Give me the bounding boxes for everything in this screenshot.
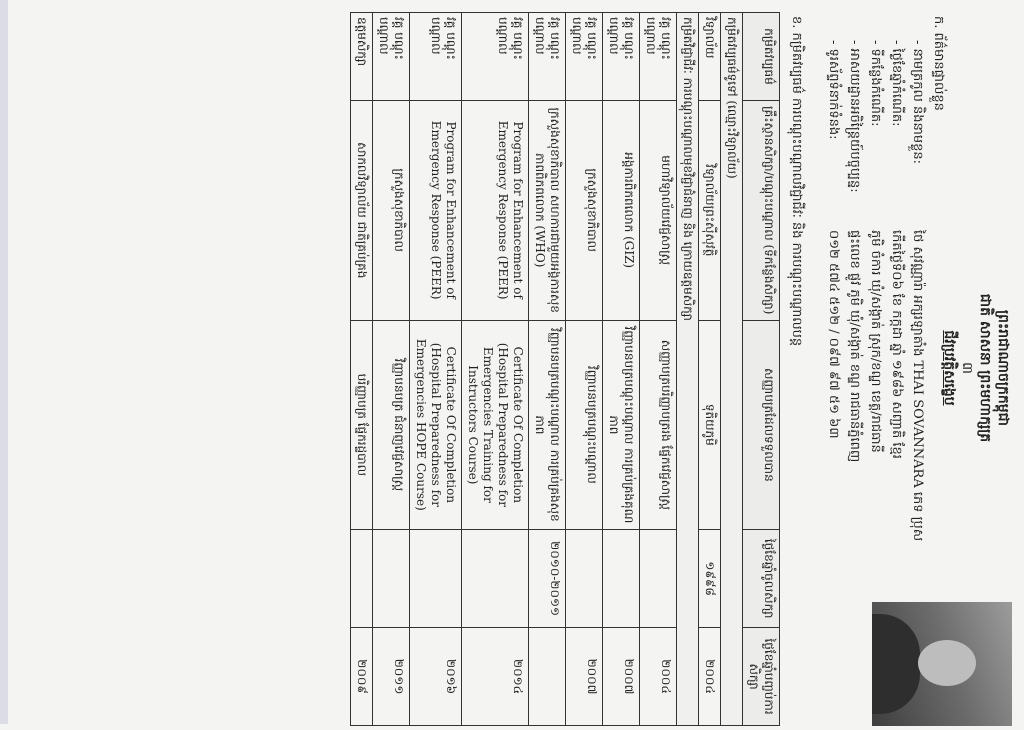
cell-end: ២០០៧ — [566, 628, 603, 726]
cell-start — [566, 530, 603, 628]
cell-degree: វិញ្ញាបនបត្របណ្តុះបណ្តាល ការគ្រប់គ្រងសុខភាព — [529, 320, 566, 530]
kingdom-line: ព្រះរាជាណាចក្រកម្ពុជា — [995, 309, 1011, 426]
cell-degree: សញ្ញាបត្របរិញ្ញាបត្ររង ផ្នែកវេជ្ជសាស្ត្រ — [640, 320, 677, 530]
cell-school: Program for Enhancement of Emergency Response (PEER) — [462, 100, 529, 320]
table-row — [462, 13, 529, 726]
table-row — [351, 13, 373, 726]
portrait-photo — [872, 602, 1012, 726]
header-ornament: ៣ — [959, 362, 975, 374]
cell-end: ២០១១ — [373, 628, 410, 726]
personal-info — [823, 40, 928, 541]
cell-start: ១៩៩៨ — [699, 530, 721, 628]
table-row — [410, 13, 462, 726]
section-a-title: ក. ព័ត៌មានផ្ទាល់ខ្លួន — [931, 16, 946, 111]
info-label: - អាសយដ្ឋានអចិន្ត្រៃយ៍បច្ចុប្បន្ន: — [847, 40, 862, 193]
col-header-degree: សញ្ញាបត្រដែលទទួលបាន — [743, 320, 780, 530]
document-page — [18, 6, 1018, 730]
cell-level: វគ្គ បណ្តុះបណ្តាល — [603, 13, 640, 101]
cell-end: ២០១៤ — [462, 628, 529, 726]
info-value: ផ្ទះលេខ ផ្លូវ ភូមិ ឃុំ/សង្កាត់ ខណ្ឌ រាជធានីភ្នំពេញ — [847, 230, 862, 463]
table-row — [603, 13, 640, 726]
cell-school: ក្រសួងសុខាភិបាល សហការជាមួយអង្គការសុខភាពពិភពលោក (WHO) — [529, 100, 566, 320]
table-row — [529, 13, 566, 726]
info-row — [886, 40, 907, 541]
info-row — [907, 40, 928, 541]
cell-start: ២០១០-២០១១ — [529, 530, 566, 628]
cell-start — [373, 530, 410, 628]
group-label: កម្រិតវប្បធម៌ទូទៅ (ឈ្មោះវិទ្យាល័យ) — [721, 13, 743, 726]
cell-level: វគ្គ បណ្តុះបណ្តាល — [566, 13, 603, 101]
info-value: ថៃ សុវណ្ណារ៉ា អក្សរឡាតាំង THAI SOVANNARA ភេទ ប្រុស — [910, 230, 925, 542]
portrait-face — [918, 640, 976, 686]
table-body — [351, 13, 743, 726]
table-group-row — [721, 13, 743, 726]
cell-end — [529, 628, 566, 726]
section-b-title: ខ. កម្រិតវប្បធម៌ ការបណ្តុះបណ្តាលវិជ្ជាជីវៈ និង ការបណ្តុះបណ្តាលបន្ត — [789, 16, 804, 347]
table-row — [699, 13, 721, 726]
table-row — [640, 13, 677, 726]
cell-school: មហាវិទ្យាល័យវេជ្ជសាស្ត្រ — [640, 100, 677, 320]
education-table — [350, 12, 780, 726]
cell-level: វគ្គ បណ្តុះបណ្តាល — [640, 13, 677, 101]
cell-school: វិទ្យាល័យព្រះស៊ីសុវត្ថិ — [699, 100, 721, 320]
cell-level: វគ្គ បណ្តុះបណ្តាល — [373, 13, 410, 101]
cell-degree: បរិញ្ញាបត្រ ផ្នែករដ្ឋបាល — [351, 320, 373, 530]
info-label: - ថ្ងៃខែឆ្នាំកំណើត: — [889, 40, 904, 127]
cell-end: ២០០៧ — [603, 628, 640, 726]
info-value: កើតថ្ងៃទី០៦ ខែ កក្កដា ឆ្នាំ ១៩៨៦ សញ្ជាតិ ខ្មែរ — [889, 230, 904, 459]
cell-degree: Certificate Of Completion (Hospital Preparedness for Emergencies Training for Instructors Course) — [462, 320, 529, 530]
portrait-suit — [872, 614, 920, 714]
col-header-end: ថ្ងៃខែឆ្នាំបញ្ចប់ការសិក្សា — [743, 628, 780, 726]
cell-end: ២០០៩ — [351, 628, 373, 726]
page-title: ជីវប្រវត្តិសង្ខេប — [941, 330, 957, 406]
cell-end: ២០០៤ — [699, 628, 721, 726]
info-row — [844, 40, 865, 541]
cell-school: អង្គការពិភពលោក (GIZ) — [603, 100, 640, 320]
cell-school: Program for Enhancement of Emergency Response (PEER) — [410, 100, 462, 320]
col-header-level: កម្រិតវប្បធម៌ — [743, 13, 780, 101]
cell-end: ២០១៦ — [410, 628, 462, 726]
info-label: - នាមត្រកូល និងនាមខ្លួន: — [910, 40, 925, 165]
cell-school: សាកលវិទ្យាល័យ ជាតិគ្រប់គ្រង — [351, 100, 373, 320]
cell-degree: វិញ្ញាបនបត្របណ្តុះបណ្តាល — [566, 320, 603, 530]
motto-line: ជាតិ សាសនា ព្រះមហាក្សត្រ — [977, 293, 993, 443]
cell-start — [351, 530, 373, 628]
cell-level: វគ្គ បណ្តុះបណ្តាល — [529, 13, 566, 101]
table-header-row — [743, 13, 780, 726]
info-label: - ទីកន្លែងកំណើត: — [868, 40, 883, 127]
info-label: - ទូរស័ព្ទទំនាក់ទំនង: — [826, 40, 841, 140]
info-row — [865, 40, 886, 541]
cell-degree: ទុតិយភូមិ — [699, 320, 721, 530]
info-row — [823, 40, 844, 541]
col-header-school: គ្រឹះស្ថានសិក្សា/បណ្តុះបណ្តាល (ទីកន្លែងសិក្សា) — [743, 100, 780, 320]
cell-start — [640, 530, 677, 628]
cell-level: វគ្គ បណ្តុះបណ្តាល — [410, 13, 462, 101]
cell-degree: វិញ្ញាបនបត្របណ្តុះបណ្តាល ការគ្រប់គ្រងគុណភាព — [603, 320, 640, 530]
info-value: ភូមិ ចំការ ឃុំ/សង្កាត់ ស្រុក/ខណ្ឌ ខេត្ត/រាជធានី — [868, 230, 883, 453]
col-header-start: ថ្ងៃខែឆ្នាំចូលសិក្សា — [743, 530, 780, 628]
cell-level: វគ្គ បណ្តុះបណ្តាល — [462, 13, 529, 101]
cell-start — [603, 530, 640, 628]
cell-school: ក្រសួងសុខាភិបាល — [373, 100, 410, 320]
cell-degree: Certificate Of Completion (Hospital Preparedness for Emergencies HOPE Course) — [410, 320, 462, 530]
cell-degree: វិញ្ញាបនបត្រ ជំនាញវេជ្ជសាស្ត្រ — [373, 320, 410, 530]
cell-level: វិទ្យាល័យ — [699, 13, 721, 101]
cell-level: ឧត្តមសិក្សា — [351, 13, 373, 101]
cell-start — [462, 530, 529, 628]
table-row — [566, 13, 603, 726]
table-group-row — [677, 13, 699, 726]
info-value: ០១២ ៥៧៤ ៥១២ / ០៩៧ ៩៧ ៥១ ៦៣ — [826, 230, 841, 439]
scan-edge — [0, 0, 8, 724]
cell-school: ក្រសួងសុខាភិបាល — [566, 100, 603, 320]
table-row — [373, 13, 410, 726]
cell-start — [410, 530, 462, 628]
cell-end: ២០០៤ — [640, 628, 677, 726]
group-label: កម្រិតវិជ្ជាជីវៈ ការបណ្តុះបណ្តាលមុខវិជ្ជាជំនាញ និង ក្រោយឧត្តមសិក្សា — [677, 13, 699, 726]
